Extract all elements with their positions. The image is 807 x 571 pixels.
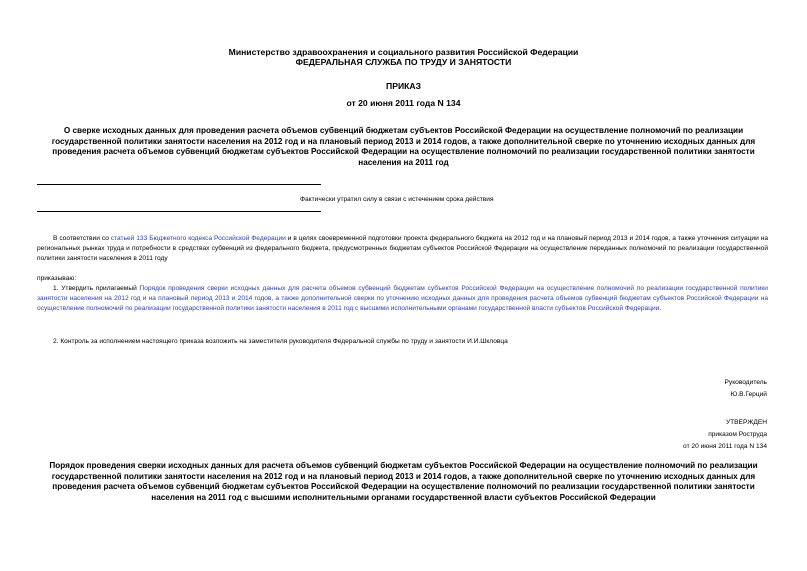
divider-top [37, 184, 321, 185]
approved-date: от 20 июня 2011 года N 134 [683, 443, 767, 450]
item1-lead: 1. Утвердить прилагаемый [53, 285, 140, 292]
budget-code-link[interactable]: статьей 133 Бюджетного кодекса Российской Федерации [110, 235, 286, 242]
ministry-name: Министерство здравоохранения и социального развития Российской Федерации [228, 47, 579, 57]
prikazyvayu-label: приказываю: [37, 275, 77, 282]
procedure-link[interactable]: Порядок проведения сверки исходных данных для расчета объемов субвенций бюджетам субъектов Российской Федерации на осуществление полномочий по реализации государственной политики занятости населения на 2012 год и на плановый период 2013 и 2014 годов, а также дополнительной сверки по уточнению исходных данных для проведения расчета объемов субвенций бюджетам субъектов Российской Федерации на осуществление полномочий по реализации государственной политики занятости населения в 2011 год с высшими исполнительными органами государственной власти субъектов Российской Федерации [37, 285, 768, 313]
service-name: ФЕДЕРАЛЬНАЯ СЛУЖБА ПО ТРУДУ И ЗАНЯТОСТИ [295, 57, 512, 67]
preamble-rest: и в целях своевременной подготовки проекта федерального бюджета на 2012 год и на плановый период 2013 и 2014 годов, а также уточнения ситуации на региональных рынках труда и потребности в средствах субвенций из федерального бюджета, предусмотренных бюджетам субъектов Российской Федерации на осуществление переданных полномочий по реализации государственной политики занятости населения в 2011 году [37, 235, 768, 263]
item1-tail: . [659, 305, 662, 313]
signature-name: Ю.В.Герций [730, 391, 767, 398]
preamble-lead: В соответствии со [53, 235, 111, 242]
order-item-1 [37, 284, 768, 315]
order-item-2: 2. Контроль за исполнением настоящего приказа возложить на заместителя руководителя Федеральной службы по труду и занятости И.И.Шкловца [53, 338, 508, 345]
divider-bottom [37, 211, 321, 212]
procedure-title: Порядок проведения сверки исходных данных для расчета объемов субвенций бюджетам субъектов Российской Федерации на осуществление полномочий по реализации государственной политики занятости населения на 2012 год и на плановый период 2013 и 2014 годов, а также дополнительной сверке по уточнению исходных данных для проведения расчета объемов субвенций бюджетам субъектов Российской Федерации на осуществление полномочий по реализации государственной политики занятости населения на 2011 год с высшими исполнительными органами государственной власти субъектов Российской Федерации [49, 461, 758, 502]
preamble-paragraph [37, 234, 768, 265]
status-note: Фактически утратил силу в связи с истечением срока действия [300, 196, 494, 203]
approved-by: приказом Роструда [708, 431, 767, 438]
approved-word: УТВЕРЖДЕН [725, 419, 767, 426]
signature-position: Руководитель [724, 379, 767, 386]
order-title: О сверке исходных данных для проведения расчета объемов субвенций бюджетам субъектов Российской Федерации на осуществление полномочий по реализации государственной политики занятости населения на 2012 год и на плановый период 2013 и 2014 годов, а также дополнительной сверке по уточнению исходных данных для проведения расчета объемов субвенций бюджетам субъектов Российской Федерации на осуществление полномочий по реализации государственной политики занятости населения на 2011 год [51, 126, 756, 167]
document-type: ПРИКАЗ [386, 81, 421, 91]
document-date-number: от 20 июня 2011 года N 134 [346, 98, 461, 108]
